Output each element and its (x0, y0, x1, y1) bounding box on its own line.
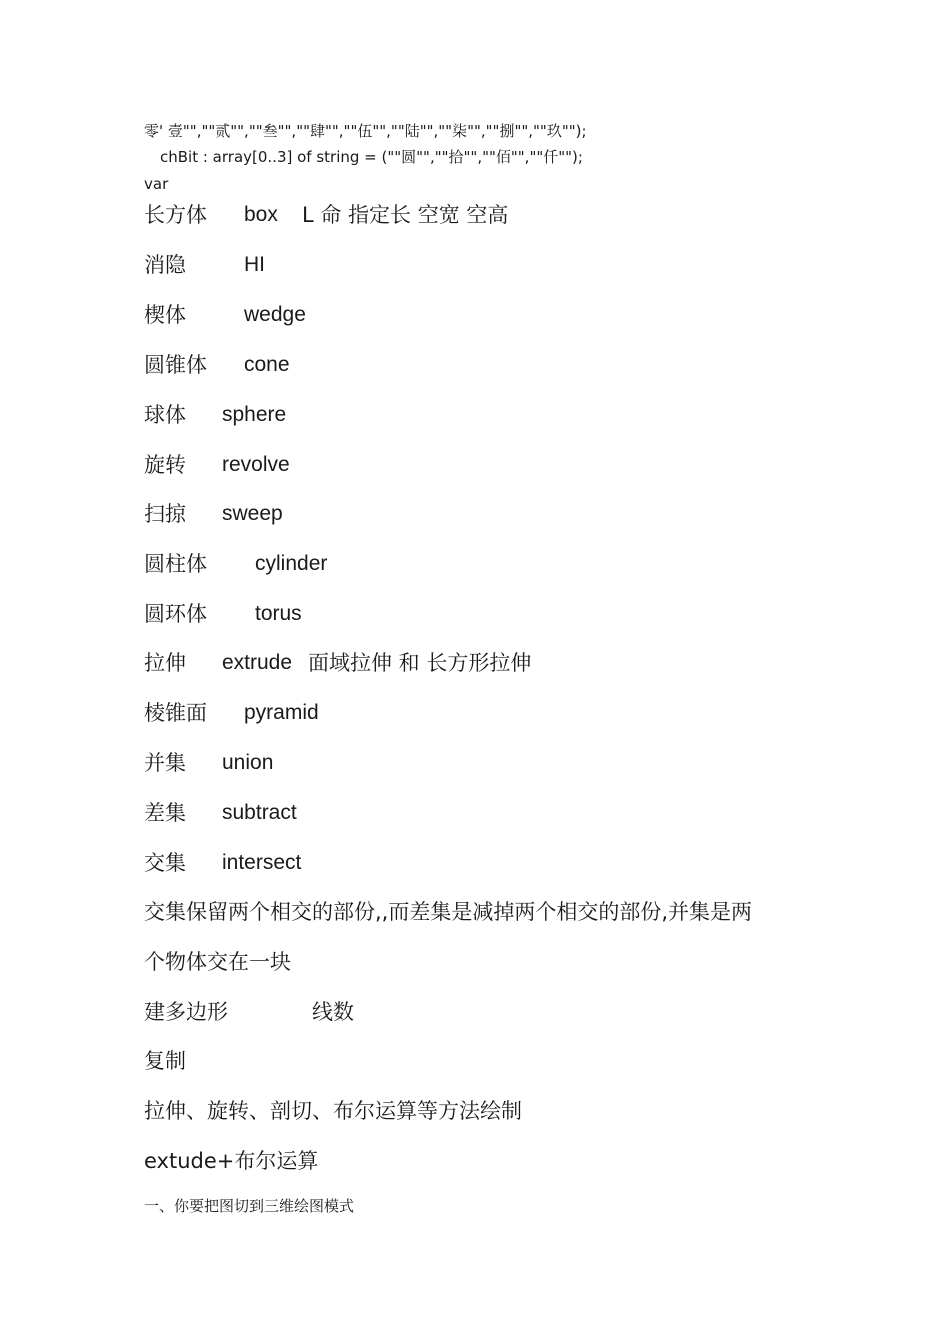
command-extra: 面域拉伸 和 长方形拉伸 (308, 651, 532, 675)
polygon-term: 建多边形 (144, 1000, 228, 1024)
step-one-line: 一、你要把图切到三维绘图模式 (144, 1197, 355, 1215)
command-term: 拉伸 (144, 651, 186, 675)
code-line-digits: 零' 壹"",""贰"",""叁"",""肆"",""伍"",""陆"",""柒"",""捌"",""玖""); (144, 122, 587, 140)
command-name: intersect (222, 851, 302, 874)
polygon-extra: 线数 (312, 1000, 354, 1024)
command-name: union (222, 751, 274, 774)
command-name: cylinder (255, 552, 328, 575)
command-term: 长方体 (144, 203, 207, 227)
command-name: cone (244, 353, 290, 376)
command-term: 交集 (144, 851, 186, 875)
command-term: 圆柱体 (144, 552, 207, 576)
command-name: HI (244, 253, 265, 276)
command-term: 差集 (144, 801, 186, 825)
command-name: sphere (222, 403, 287, 426)
command-name: box (244, 203, 278, 226)
command-term: 楔体 (144, 303, 186, 327)
command-term: 消隐 (144, 253, 186, 277)
code-line-chbit: chBit : array[0..3] of string = (""圆"",""拾"",""佰"",""仟""); (160, 148, 583, 166)
command-term: 扫掠 (144, 502, 186, 526)
command-name: wedge (244, 303, 306, 326)
command-term: 圆锥体 (144, 353, 207, 377)
methods-line: 拉伸、旋转、剖切、布尔运算等方法绘制 (144, 1099, 522, 1123)
command-name: torus (255, 602, 302, 625)
command-term: 圆环体 (144, 602, 207, 626)
command-name: subtract (222, 801, 297, 824)
command-name: extrude (222, 651, 293, 674)
boolean-explanation-line2: 个物体交在一块 (144, 950, 291, 974)
copy-term: 复制 (144, 1049, 186, 1073)
command-term: 棱锥面 (144, 701, 207, 725)
extrude-boolean-line: extude+布尔运算 (144, 1149, 319, 1173)
command-name: sweep (222, 502, 283, 525)
command-name: pyramid (244, 701, 319, 724)
command-name: revolve (222, 453, 290, 476)
command-term: 旋转 (144, 453, 186, 477)
boolean-explanation-line1: 交集保留两个相交的部份,,而差集是减掉两个相交的部份,并集是两 (144, 900, 753, 924)
command-term: 球体 (144, 403, 186, 427)
code-line-var: var (144, 175, 169, 193)
command-term: 并集 (144, 751, 186, 775)
command-extra: L 命 指定长 空宽 空高 (302, 203, 509, 227)
